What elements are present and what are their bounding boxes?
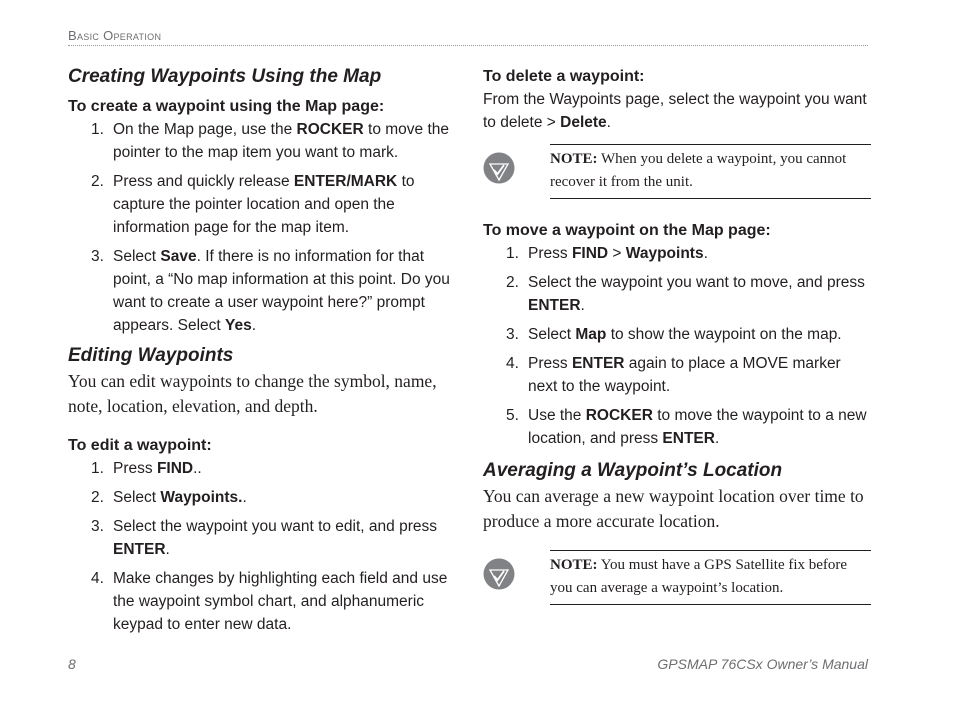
delete-waypoint-subheading: To delete a waypoint: <box>483 68 645 85</box>
list-item: 1. On the Map page, use the ROCKER to move the pointer to the map item you want to mark. <box>91 121 450 161</box>
page-header <box>68 27 868 46</box>
note-delete-text: NOTE: When you delete a waypoint, you cannot recover it from the unit. <box>550 144 871 199</box>
list-item: 3. Select Map to show the waypoint on the map. <box>506 326 842 343</box>
create-waypoint-steps <box>91 118 453 337</box>
list-item: 4. Make changes by highlighting each field and use the waypoint symbol chart, and alphanumeric keypad to enter new data. <box>91 570 448 633</box>
editing-waypoints-body: You can edit waypoints to change the symbol, name, note, location, elevation, and depth. <box>68 371 437 416</box>
averaging-waypoint-body: You can average a new waypoint location over time to produce a more accurate location. <box>483 486 864 531</box>
creating-waypoints-heading: Creating Waypoints Using the Map <box>68 66 382 87</box>
editing-waypoints-heading: Editing Waypoints <box>68 345 234 366</box>
list-item: 2. Select Waypoints.. <box>91 489 247 506</box>
section-header-title: Basic Operation <box>68 28 162 43</box>
averaging-waypoint-heading: Averaging a Waypoint’s Location <box>483 460 783 481</box>
list-item: 5. Use the ROCKER to move the waypoint to a new location, and press ENTER. <box>506 407 867 447</box>
list-item: 1. Press FIND > Waypoints. <box>506 245 708 262</box>
edit-waypoint-steps <box>91 457 453 636</box>
delete-waypoint-body: From the Waypoints page, select the waypoint you want to delete > Delete. <box>483 91 867 131</box>
manual-title: GPSMAP 76CSx Owner’s Manual <box>657 656 868 672</box>
right-column <box>483 64 871 605</box>
note-check-icon <box>483 558 515 590</box>
list-item: 2. Select the waypoint you want to move, and press ENTER. <box>506 274 865 314</box>
move-waypoint-steps <box>506 242 871 450</box>
list-item: 2. Press and quickly release ENTER/MARK to capture the pointer location and open the information page for the map item. <box>91 173 415 236</box>
note-averaging <box>483 550 871 605</box>
move-waypoint-subheading: To move a waypoint on the Map page: <box>483 222 771 239</box>
note-check-icon <box>483 152 515 184</box>
note-delete <box>483 144 871 199</box>
list-item: 3. Select the waypoint you want to edit, and press ENTER. <box>91 518 437 558</box>
list-item: 4. Press ENTER again to place a MOVE marker next to the waypoint. <box>506 355 841 395</box>
create-waypoint-subheading: To create a waypoint using the Map page: <box>68 98 385 115</box>
page-number: 8 <box>68 656 76 672</box>
list-item: 3. Select Save. If there is no information for that point, a “No map information at this point. Do you want to create a user waypoint here?” prompt appears. Select Yes. <box>91 248 450 334</box>
edit-waypoint-subheading: To edit a waypoint: <box>68 437 212 454</box>
left-column <box>68 64 453 642</box>
note-averaging-text: NOTE: You must have a GPS Satellite fix before you can average a waypoint’s location. <box>550 550 871 605</box>
list-item: 1. Press FIND.. <box>91 460 202 477</box>
